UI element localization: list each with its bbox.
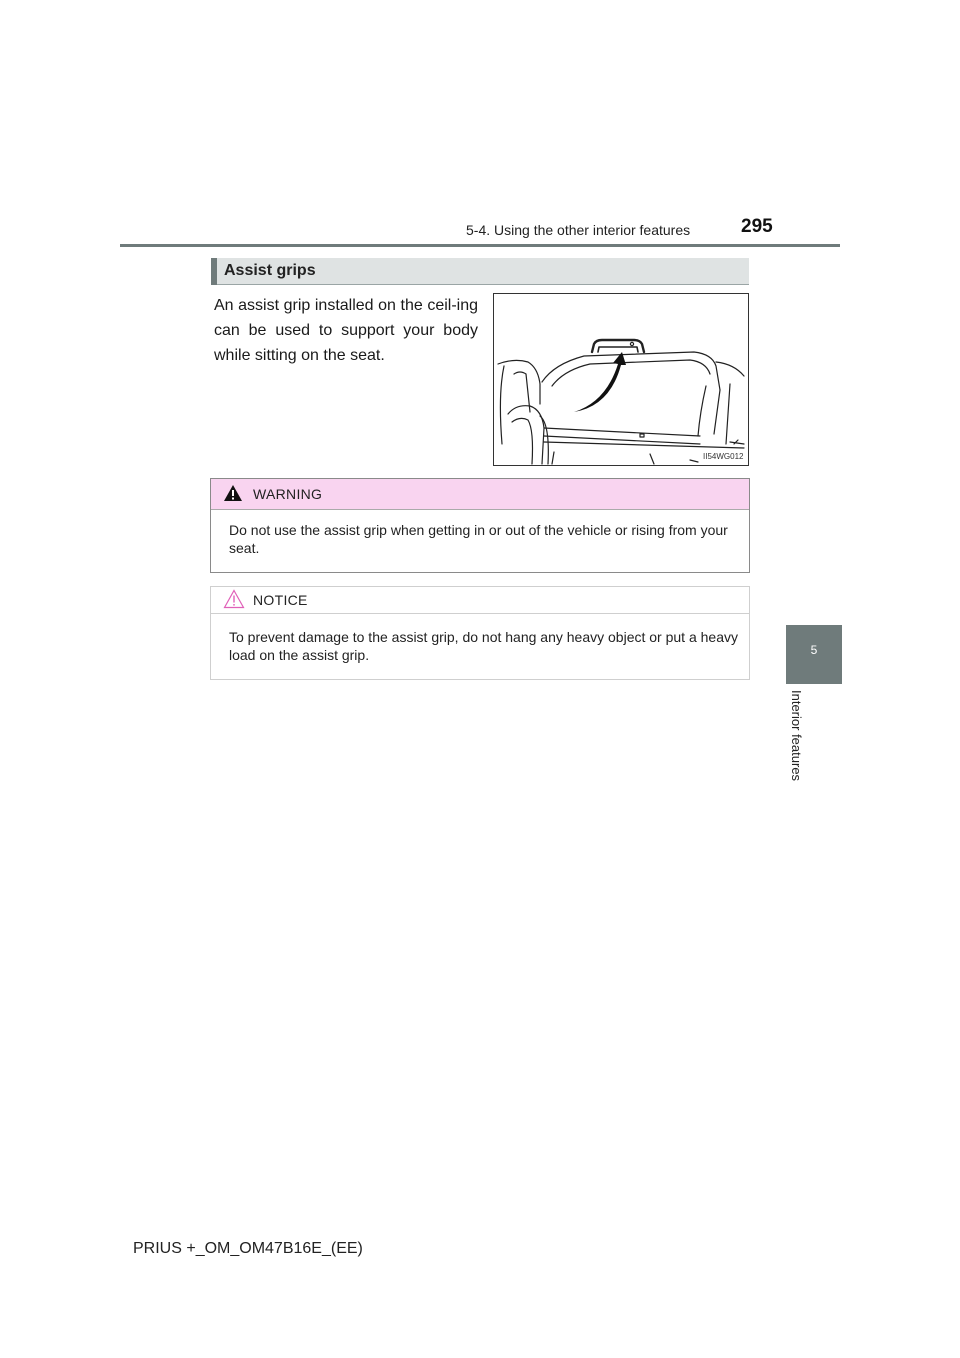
illustration-code: II54WG012 [703,452,744,461]
assist-grip-drawing [494,294,748,465]
chapter-number: 5 [810,643,818,657]
warning-text: Do not use the assist grip when getting in or out of the vehicle or rising from your seat. [229,522,728,556]
section-heading: Assist grips [224,262,316,279]
up-arrow-icon [574,352,626,412]
document-code: PRIUS +_OM_OM47B16E_(EE) [133,1240,363,1257]
heading-accent [211,258,217,285]
assist-grip-illustration [493,293,749,466]
chapter-label: Interior features [789,690,804,782]
section-title: 5-4. Using the other interior features [466,222,691,238]
notice-text: To prevent damage to the assist grip, do not hang any heavy object or put a heavy load on the assist grip. [229,629,738,663]
warning-title: WARNING [253,486,323,502]
body-paragraph: An assist grip installed on the ceil-ing can be used to support your body while sitting on the seat. [214,297,478,364]
header-rule [120,244,840,247]
notice-title: NOTICE [253,592,308,608]
page-number: 295 [741,216,773,237]
caution-triangle-icon [223,589,245,614]
warning-triangle-icon [223,484,243,507]
